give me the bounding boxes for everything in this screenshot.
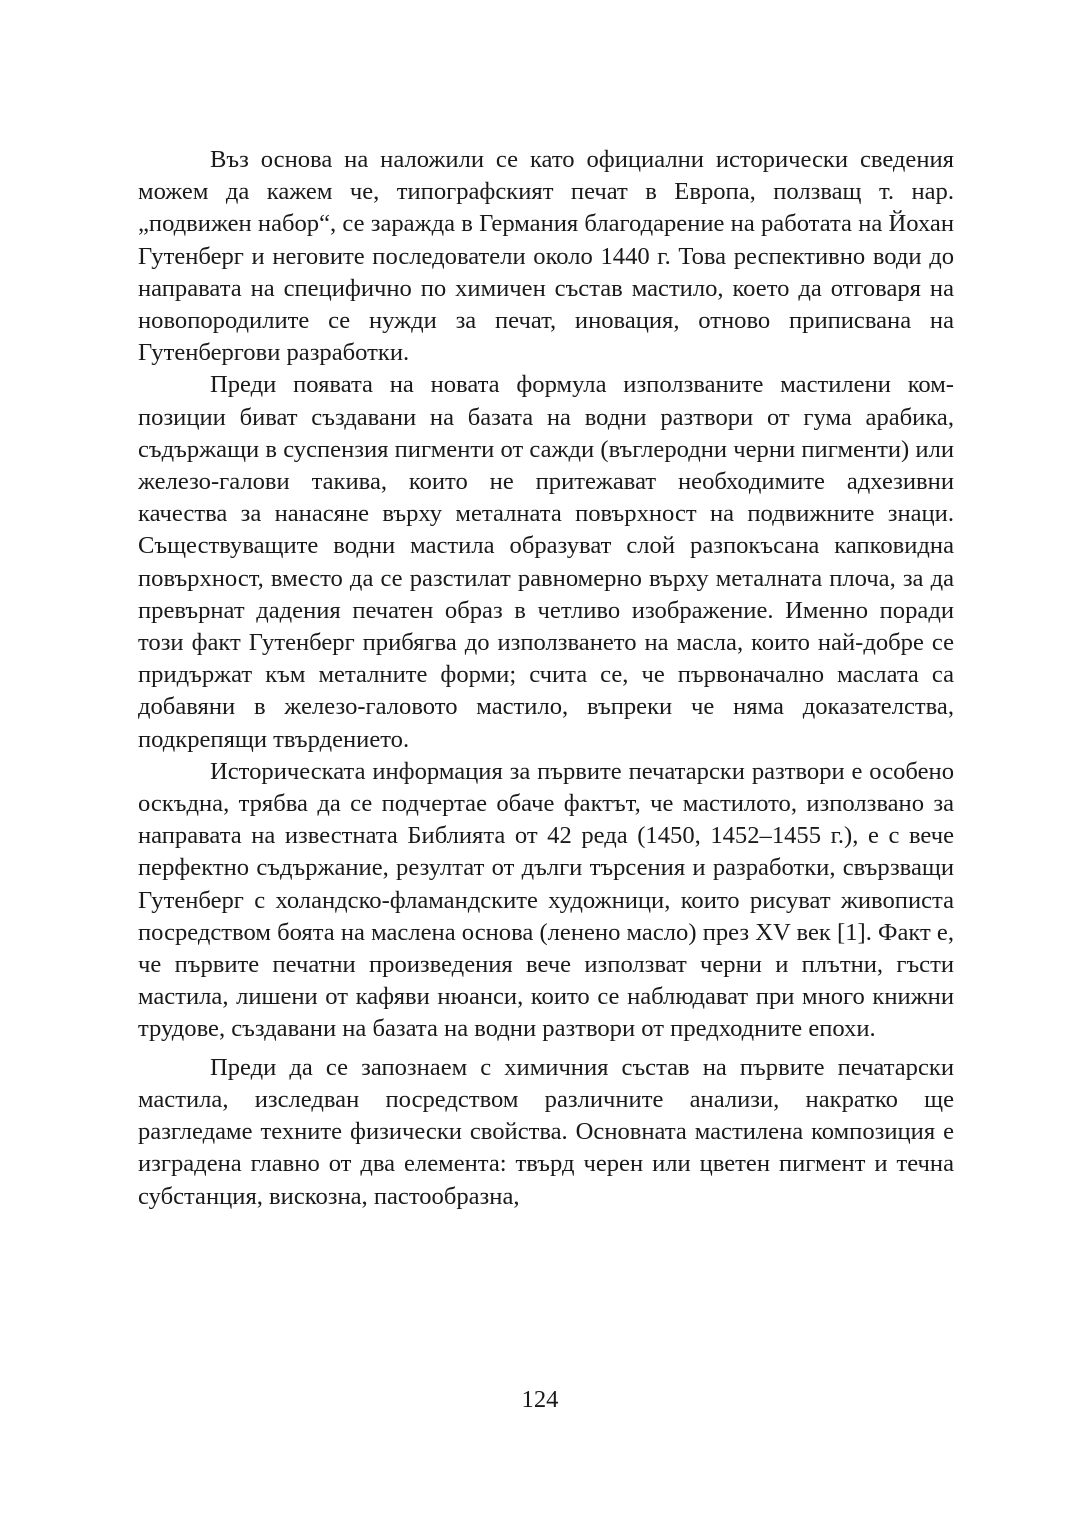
paragraph-early-inks: Преди появата на новата формула използваните мастилени композиции биват създавани на базата на водни разтвори от гума арабика, съдържащи в суспензия пигменти от сажди (въглеродни черни пигменти) или железо-галови такива, които не притежават необходимите адхезивни качества за нанасяне върху металната повърхност на подвижните знаци. Съществуващите водни мастила образуват слой разпокъсана капковидна повърхност, вместо да се разстилат равномерно върху металната плоча, за да превърнат дадения печатен образ в четливо изображение. Именно поради този факт Гутенберг прибягва до използването на масла, които най-добре се придържат към металните форми; счита се, че първоначално маслата са добавяни в железо-галовото мастило, въпреки че няма доказателства, подкрепящи твърдението. [138, 371, 954, 753]
page-number: 124 [521, 1386, 559, 1413]
body-text [138, 144, 954, 1213]
paragraph-historical-info: Историческата информация за първите печатарски разтвори е особено оскъдна, трябва да се подчертае обаче фактът, че мастилото, използвано за направата на известната Библията от 42 реда (1450, 1452–1455 г.), е с вече перфектно съдържание, резултат от дълги търсения и разработки, свързващи Гутенберг с холандско-фламандските художници, които рисуват живописта посредством боята на маслена основа (ленено масло) през XV век [1]. Факт е, че първите печатни произведения вече използват черни и плътни, гъсти мастила, лишени от кафяви нюанси, които се наблюдават при много книжни трудове, създавани на базата на водни разтвори от предходните епохи. [138, 757, 954, 1043]
paragraph-physical-properties: Преди да се запознаем с химичния състав на първите печатарски мастила, изследван посредством различните анализи, накратко ще разгледаме техните физически свойства. Основната мастилена композиция е изградена главно от два елемента: твърд черен или цветен пигмент и течна субстанция, вискозна, пастообразна, [138, 1053, 954, 1210]
paragraph-gutenberg-intro: Въз основа на наложили се като официални исторически сведения можем да кажем че, типографският печат в Европа, ползващ т. нар. „подвижен набор“, се заражда в Германия благодарение на работата на Йохан Гутенберг и неговите последователи около 1440 г. Това респективно води до направата на специфично по химичен състав мастило, което да отговаря на новопородилите се нужди за печат, иновация, отново приписвана на Гутенбергови разработки. [138, 146, 954, 367]
